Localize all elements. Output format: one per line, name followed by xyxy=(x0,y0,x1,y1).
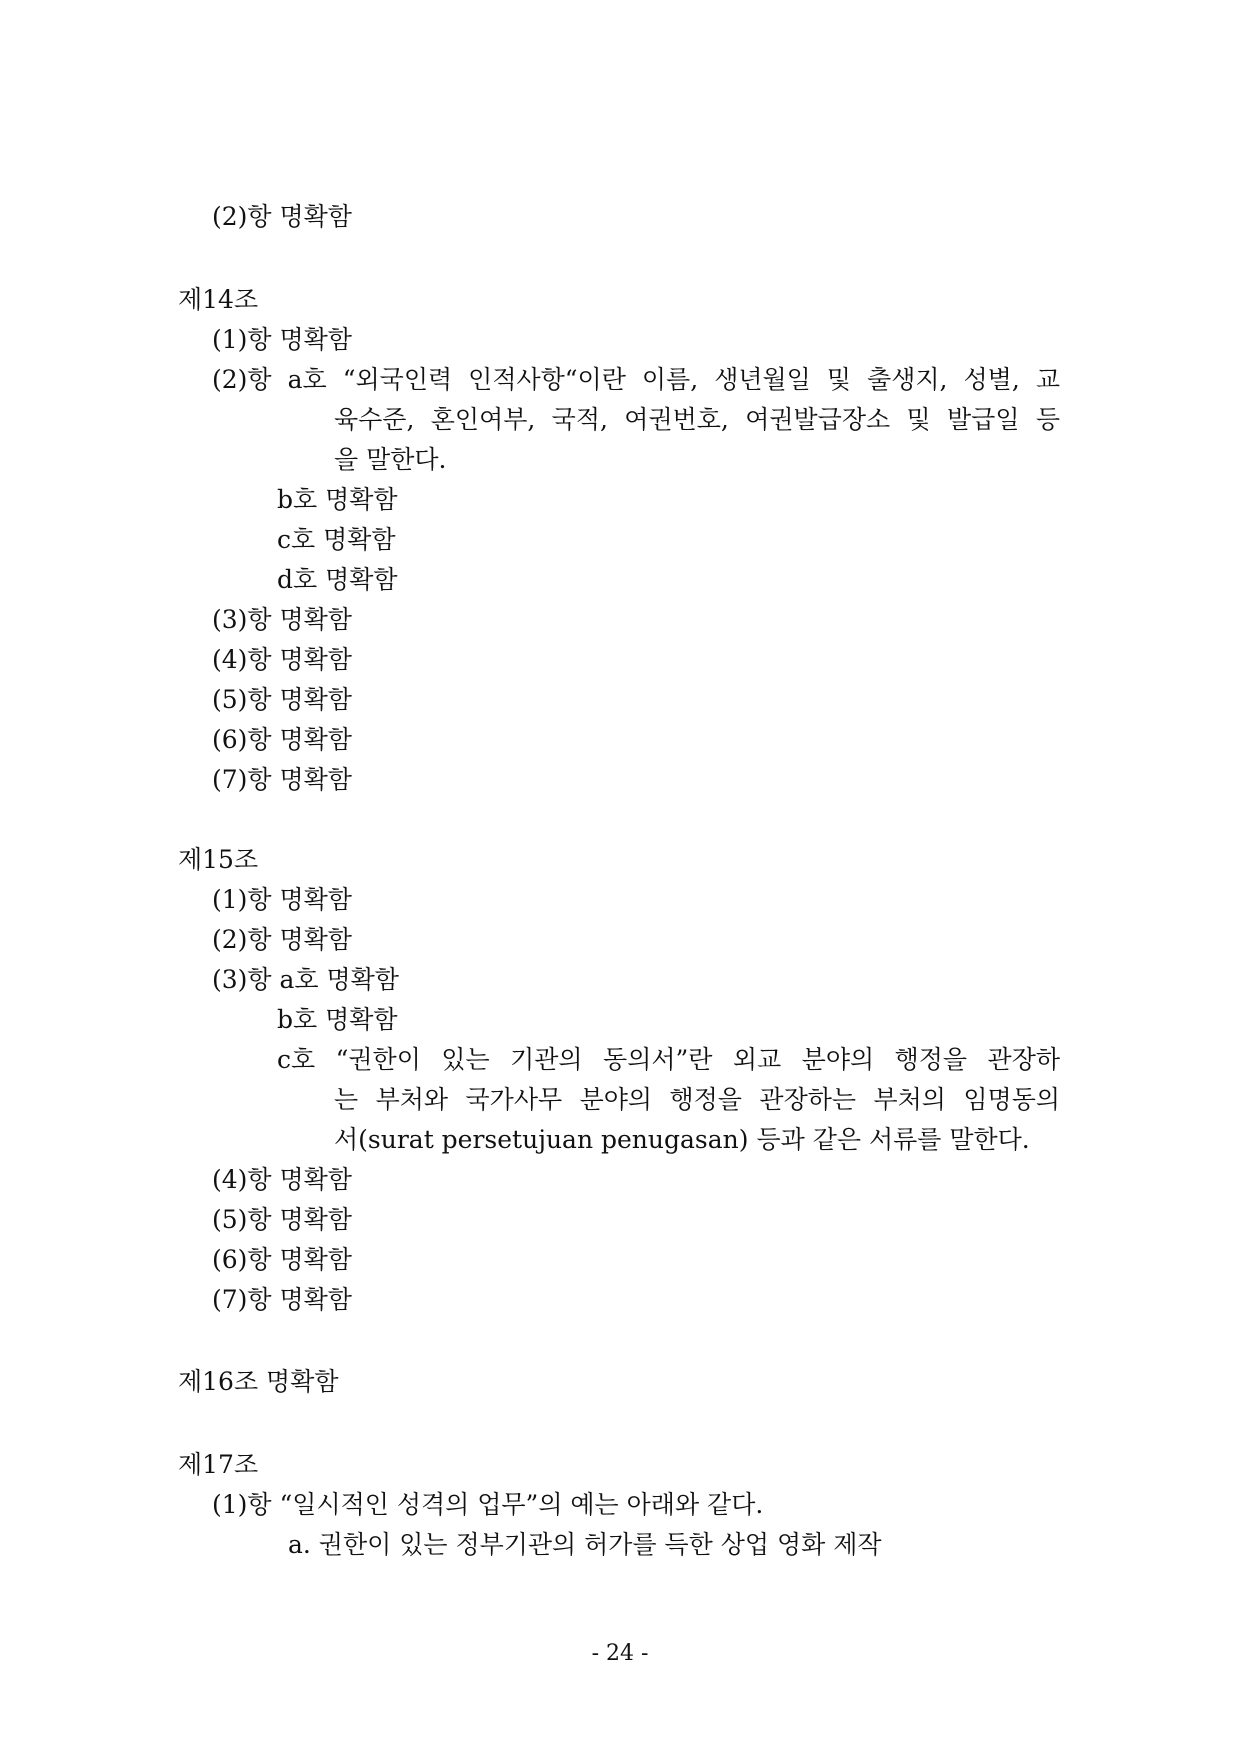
article-16-title: 제16조 명확함 xyxy=(178,1367,339,1396)
article-14-paragraph-5: (5)항 명확함 xyxy=(212,685,352,714)
article-15-paragraph-6: (6)항 명확함 xyxy=(212,1245,352,1274)
article-15-paragraph-5: (5)항 명확함 xyxy=(212,1205,352,1234)
paragraph-2-clear: (2)항 명확함 xyxy=(212,202,352,231)
article-14-paragraph-2-line-2: 육수준, 혼인여부, 국적, 여권번호, 여권발급장소 및 발급일 등 xyxy=(334,405,1060,434)
article-14-title: 제14조 xyxy=(178,285,259,314)
article-15-paragraph-7: (7)항 명확함 xyxy=(212,1285,352,1314)
article-15-paragraph-4: (4)항 명확함 xyxy=(212,1165,352,1194)
page-number: - 24 - xyxy=(591,1641,649,1666)
article-14-paragraph-6: (6)항 명확함 xyxy=(212,725,352,754)
article-14-paragraph-2-line-3: 을 말한다. xyxy=(334,445,447,474)
article-14-paragraph-7: (7)항 명확함 xyxy=(212,765,352,794)
article-15-paragraph-2: (2)항 명확함 xyxy=(212,925,352,954)
article-14-item-d: d호 명확함 xyxy=(277,565,398,594)
article-15-item-c-line-3: 서(surat persetujuan penugasan) 등과 같은 서류를 말한다. xyxy=(334,1125,1030,1154)
article-15-item-c-line-1: c호 “권한이 있는 기관의 동의서”란 외교 분야의 행정을 관장하 xyxy=(277,1045,1060,1074)
article-14-item-b: b호 명확함 xyxy=(277,485,398,514)
article-15-title: 제15조 xyxy=(178,845,259,874)
article-15-paragraph-3-item-a: (3)항 a호 명확함 xyxy=(212,965,399,994)
article-17-title: 제17조 xyxy=(178,1450,259,1479)
article-15-paragraph-1: (1)항 명확함 xyxy=(212,885,352,914)
article-14-paragraph-1: (1)항 명확함 xyxy=(212,325,352,354)
article-14-paragraph-2-line-1: (2)항 a호 “외국인력 인적사항“이란 이름, 생년월일 및 출생지, 성별, 교 xyxy=(212,365,1060,394)
article-14-paragraph-3: (3)항 명확함 xyxy=(212,605,352,634)
article-17-paragraph-1: (1)항 “일시적인 성격의 업무”의 예는 아래와 같다. xyxy=(212,1490,764,1519)
article-15-item-c-line-2: 는 부처와 국가사무 분야의 행정을 관장하는 부처의 임명동의 xyxy=(334,1085,1060,1114)
article-17-item-a: a. 권한이 있는 정부기관의 허가를 득한 상업 영화 제작 xyxy=(288,1530,882,1559)
article-14-item-c: c호 명확함 xyxy=(277,525,396,554)
article-15-item-b: b호 명확함 xyxy=(277,1005,398,1034)
article-14-paragraph-4: (4)항 명확함 xyxy=(212,645,352,674)
